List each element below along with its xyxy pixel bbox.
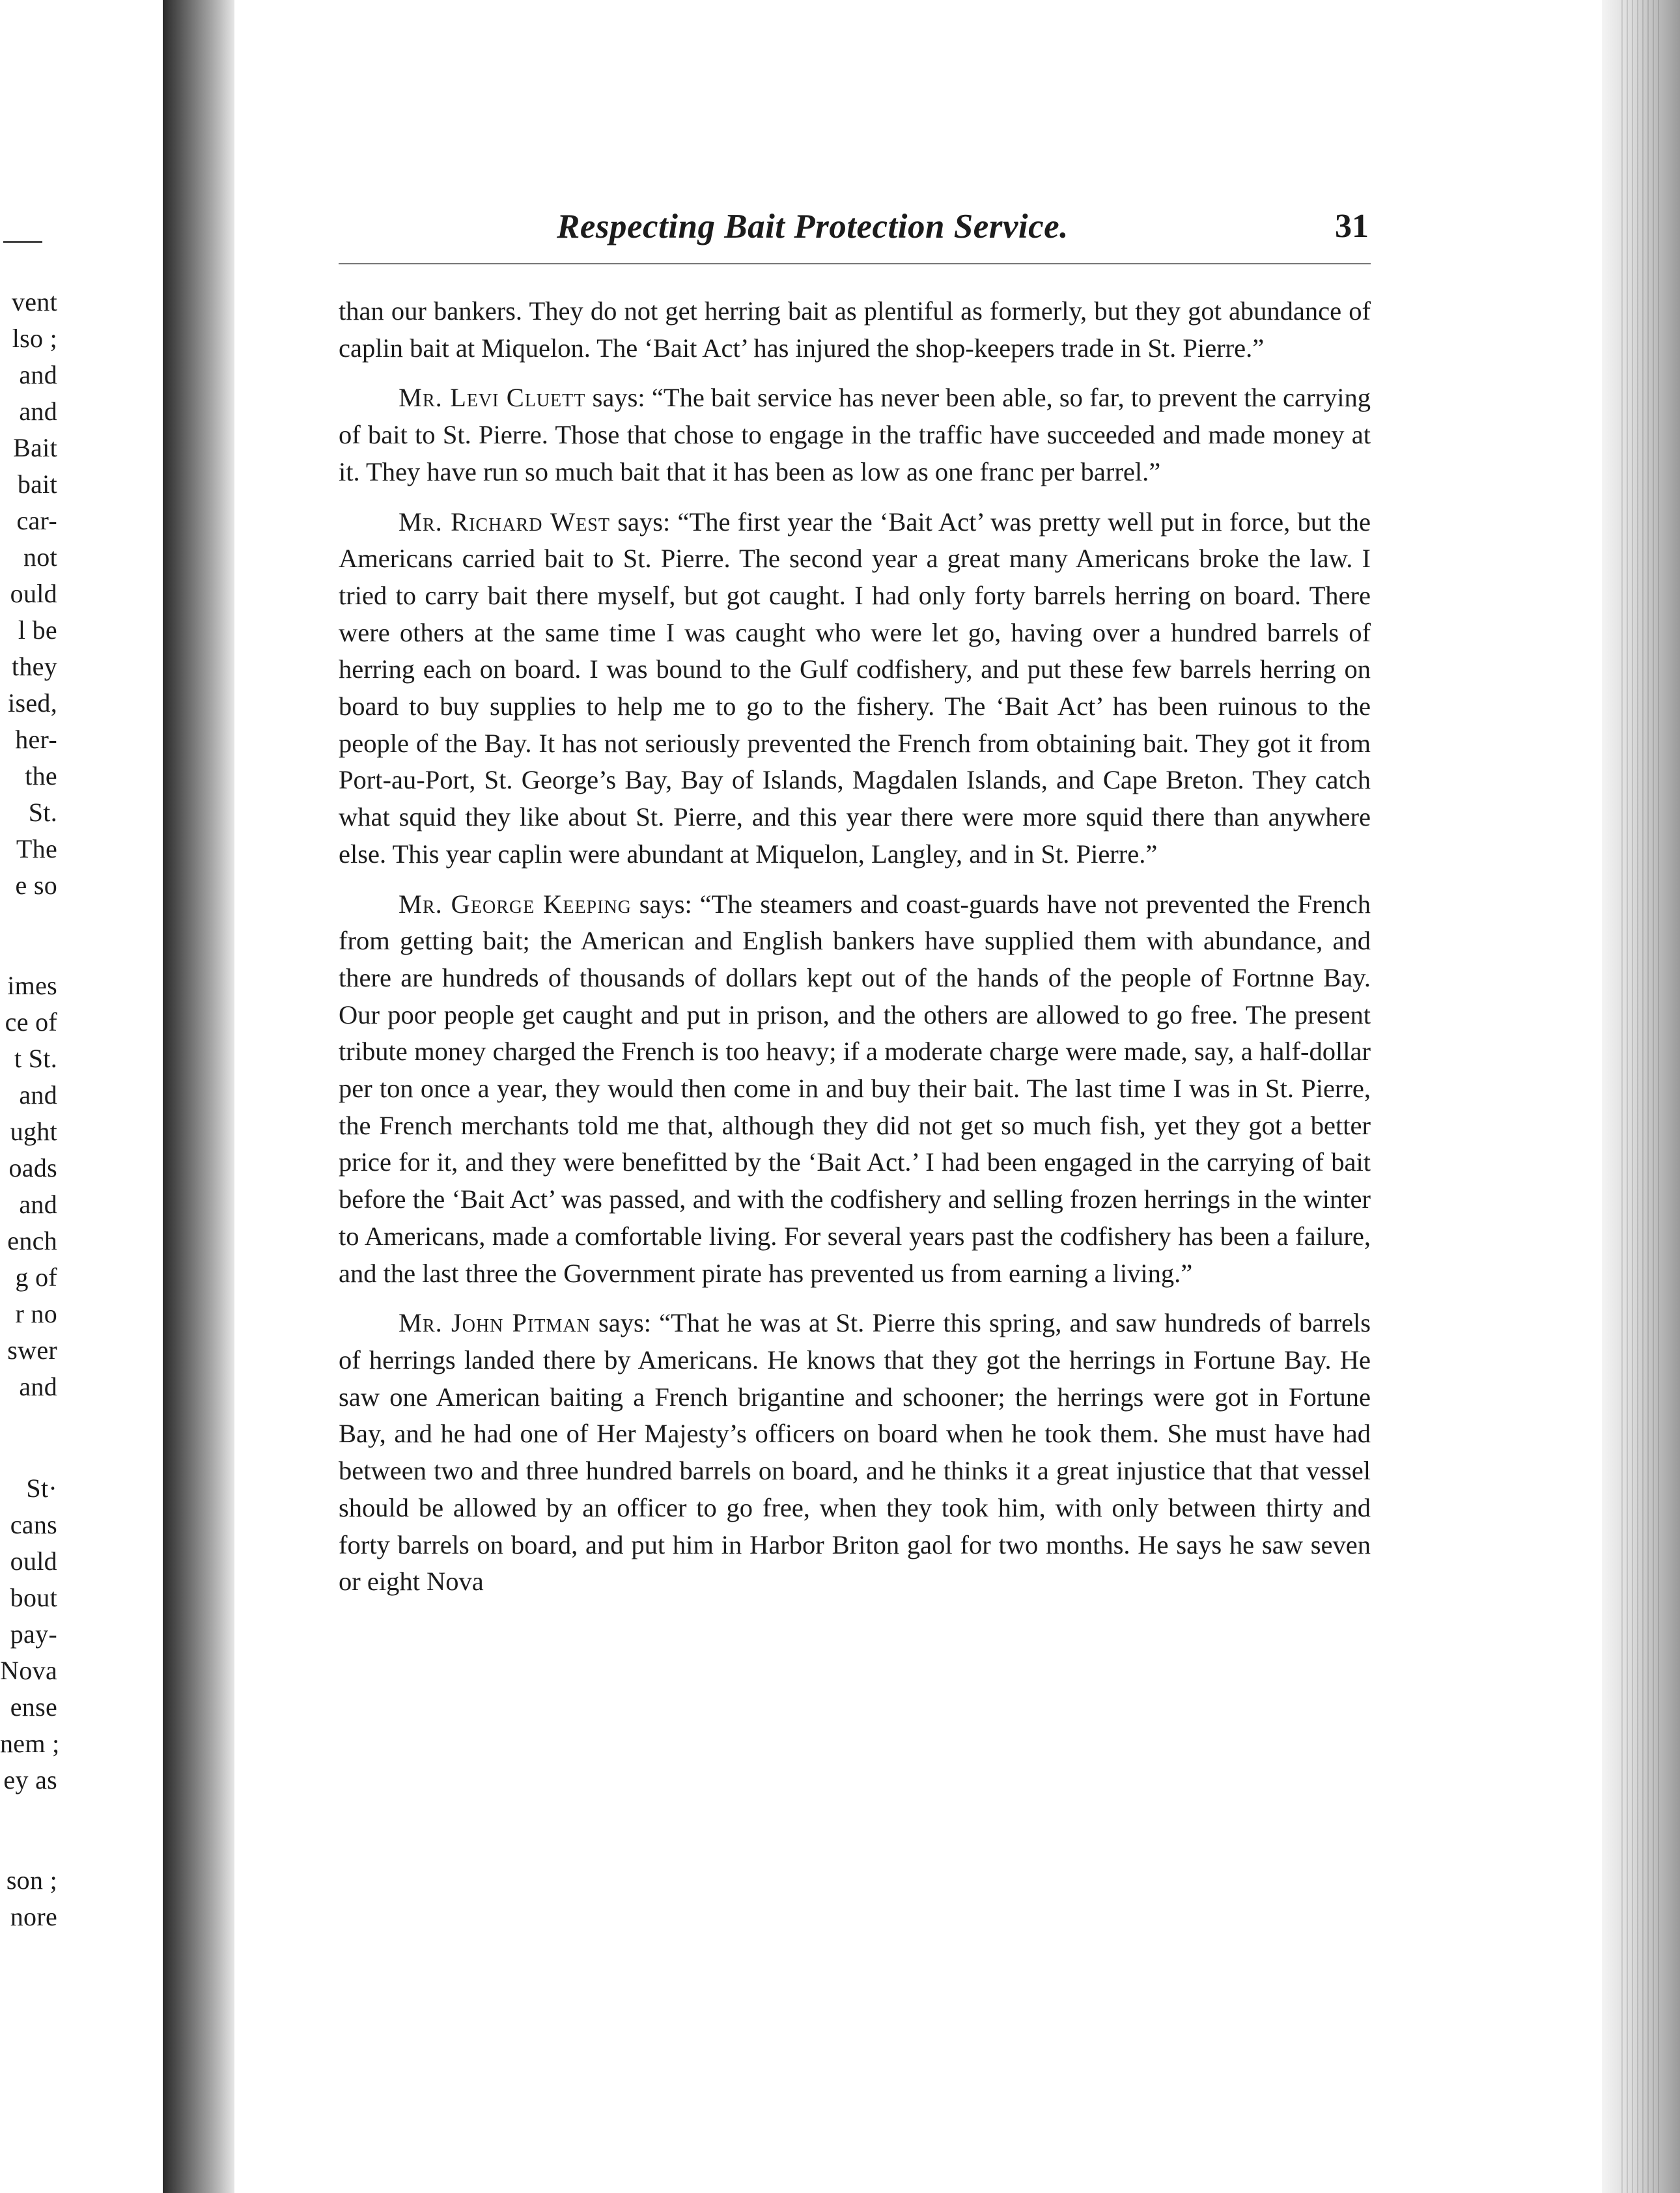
facing-page-line: the — [25, 761, 57, 790]
speaker-name: Mr. Levi Cluett — [399, 383, 586, 413]
facing-page-line: r no — [15, 1299, 57, 1328]
facing-page-line: oads — [8, 1153, 57, 1182]
facing-page-line: and — [19, 1080, 57, 1110]
speaker-name: Mr. Richard West — [399, 507, 610, 537]
facing-page-line: and — [19, 397, 57, 426]
facing-page-line: imes — [7, 971, 57, 1000]
paragraph — [339, 1305, 1371, 1600]
paragraph-text: says: “The bait service has never been able, so far, to prevent the carrying of bait to St. Pierre. Those that chose to engage in the traffic have succeeded and made money at it. They have run so much bait that it has been as low as one franc per barrel.” — [339, 383, 1371, 486]
facing-page-line: Nova — [0, 1656, 57, 1685]
paragraph-text: says: “The steamers and coast-guards have not prevented the French from getting bait; the American and English bankers have supplied them with abundance, and there are hundreds of thousands of dollars kept out of the hands of the people of Fortnne Bay. Our poor people get caught and put in prison, and the others are allowed to go free. The present tribute money charged the French is too heavy; if a moderate charge were made, say, a half-dollar per ton once a year, they would then come in and buy their bait. The last time I was in St. Pierre, the French merchants told me that, although they did not get so much fish, yet they got a better price for it, and they were benefitted by the ‘Bait Act.’ I had been engaged in the carrying of bait before the ‘Bait Act’ was passed, and with the codfishery and selling frozen herrings in the winter to Americans, made a comfortable living. For several years past the codfishery has been a failure, and the last three the Government pirate has prevented us from earning a living.” — [339, 889, 1371, 1288]
facing-page-line: e so — [15, 871, 57, 900]
paragraph-text: than our bankers. They do not get herring bait as plentiful as formerly, but they got abundance of caplin bait at Miquelon. The ‘Bait Act’ has injured the shop-keepers trade in St. Pierre.” — [339, 296, 1371, 363]
facing-page-line: l be — [18, 615, 57, 645]
facing-page-line: ught — [10, 1117, 57, 1146]
paragraph — [339, 380, 1371, 490]
facing-page-line: St. — [28, 798, 57, 827]
facing-page-line: car- — [16, 506, 57, 535]
facing-page-line: ould — [10, 1546, 57, 1576]
facing-page-line: and — [19, 1190, 57, 1219]
paragraph — [339, 504, 1371, 873]
facing-page-line: ould — [10, 579, 57, 608]
facing-page-rule — [3, 241, 42, 243]
page-edge-lines — [1621, 0, 1660, 2193]
facing-page-line: lso ; — [12, 324, 57, 353]
facing-page-line: St· — [26, 1474, 57, 1503]
paragraph-text: says: “That he was at St. Pierre this spring, and saw hundreds of barrels of herrings landed there by Americans. He knows that they got the herrings in Fortune Bay. He saw one American baiting a French brigantine and schooner; the herrings were got in Fortune Bay, and he had one of Her Majesty’s officers on board when he took them. She must have had between two and three hundred barrels on board, and he thinks it a great injustice that that vessel should be allowed by an officer to go free, when they took him, with only between thirty and forty barrels on board, and put him in Harbor Briton gaol for two months. He says he saw seven or eight Nova — [339, 1308, 1371, 1597]
facing-page-line: ce of — [5, 1007, 57, 1037]
facing-page-line: ench — [7, 1226, 57, 1255]
facing-page-line: pay- — [10, 1619, 57, 1649]
facing-page-line: her- — [15, 725, 57, 754]
facing-page-line: ense — [10, 1692, 57, 1722]
facing-page-line: Bait — [13, 433, 57, 462]
facing-page-line: cans — [10, 1510, 57, 1539]
facing-page-line: t St. — [14, 1044, 57, 1073]
facing-page-line: bout — [10, 1583, 57, 1612]
paragraph — [339, 886, 1371, 1292]
facing-page-line: nem ; — [0, 1729, 60, 1758]
facing-page-fragment — [0, 0, 163, 2193]
paragraph-text: says: “The first year the ‘Bait Act’ was pretty well put in force, but the Americans carried bait to St. Pierre. The second year a great many Americans broke the law. I tried to carry bait there myself, but got caught. I had only forty barrels herring on board. There were others at the same time I was caught who were let go, having over a hundred barrels of herring each on board. I was bound to the Gulf codfishery, and put these few barrels herring on board to buy supplies to help me to go to the fishery. The ‘Bait Act’ has been ruinous to the people of the Bay. It has not seriously prevented the French from obtaining bait. They got it from Port-au-Port, St. George’s Bay, Bay of Islands, Magdalen Islands, and Cape Breton. They catch what squid they like about St. Pierre, and this year there were more squid there than anywhere else. This year caplin were abundant at Miquelon, Langley, and in St. Pierre.” — [339, 507, 1371, 869]
facing-page-line: bait — [17, 469, 57, 499]
facing-page-line: g of — [15, 1263, 57, 1292]
facing-page-line: vent — [11, 287, 57, 316]
facing-page-line: son ; — [6, 1865, 57, 1895]
facing-page-line: nore — [10, 1902, 57, 1931]
paragraph — [339, 293, 1371, 367]
running-title: Respecting Bait Protection Service. — [557, 208, 1069, 245]
facing-page-line: The — [16, 834, 57, 863]
facing-page-line: ey as — [3, 1765, 57, 1795]
speaker-name: Mr. John Pitman — [399, 1308, 591, 1338]
page-body — [339, 293, 1371, 1613]
book-gutter-shadow — [163, 0, 234, 2193]
facing-page-line: they — [11, 652, 57, 681]
facing-page-line: swer — [7, 1335, 57, 1365]
page-number: 31 — [1335, 208, 1369, 245]
facing-page-line: not — [23, 542, 57, 572]
facing-page-line: and — [19, 1372, 57, 1401]
speaker-name: Mr. George Keeping — [399, 889, 632, 919]
facing-page-line: ised, — [8, 688, 57, 718]
header-rule — [339, 263, 1371, 264]
facing-page-line: and — [19, 360, 57, 389]
